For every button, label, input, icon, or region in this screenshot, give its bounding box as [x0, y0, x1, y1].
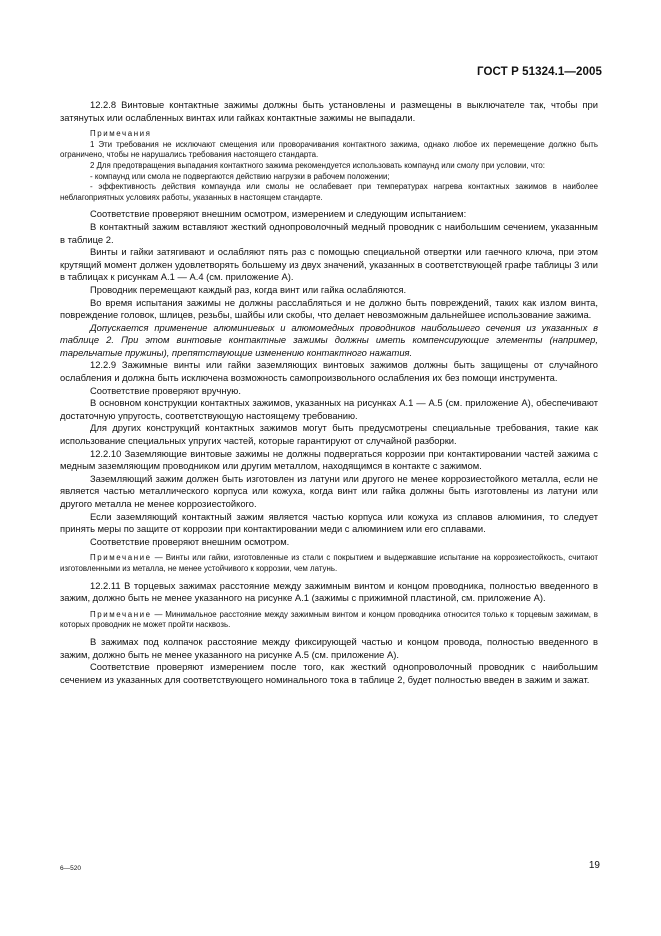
note-text: — Минимальное расстояние между зажимным винтом и концом проводника относится только к торцевым зажимам, в которых проводник не может пройти насквозь.	[60, 609, 598, 630]
clause-12-2-10: 12.2.10 Заземляющие винтовые зажимы не должны подвергаться коррозии при контактировании частей зажима с медным заземляющим проводником или другим металлом, находящимся в контакте с зажимом.	[60, 447, 598, 472]
clause-12-2-9: 12.2.9 Зажимные винты или гайки заземляющих винтовых зажимов должны быть защищены от случайного ослабления и должна быть исключена возможность самопроизвольного ослабления их без помощи инструмента.	[60, 359, 598, 384]
document-body	[60, 99, 598, 686]
note-distance	[60, 610, 598, 631]
note-1: 1 Эти требования не исключают смещения или проворачивания контактного зажима, однако любое их перемещение должно быть ограничено, чтобы не нарушались требования настоящего стандарта.	[60, 139, 598, 160]
paragraph: Проводник перемещают каждый раз, когда винт или гайка ослабляются.	[90, 283, 407, 295]
note-2: 2 Для предотвращения выпадания контактного зажима рекомендуется использовать компаунд или смолу при условии, что:	[90, 160, 545, 170]
note-2-item-1: - компаунд или смола не подвергаются действию нагрузки в рабочем положении;	[90, 171, 390, 181]
page-number: 19	[588, 860, 600, 871]
clause-12-2-8: 12.2.8 Винтовые контактные зажимы должны быть установлены и размещены в выключателе так, чтобы при затянутых или ослабленных винтах или гайках контактные зажимы не выпадали.	[60, 99, 598, 123]
note-2-item-2: - эффективность действия компаунда или смолы не ослабевает при температурах нагрева контактных зажимов в наиболее неблагоприятных условиях работы, указанных в настоящем стандарте.	[60, 182, 598, 202]
paragraph: Для других конструкций контактных зажимов могут быть предусмотрены специальные требования, такие как использование специальных упругих частей, которые гарантируют от случайной разборки.	[60, 422, 598, 447]
note-text: — Винты или гайки, изготовленные из стали с покрытием и выдержавшие испытание на коррозиестойкость, считают изготовленными из металла, не менее устойчивого к коррозии, чем латунь.	[60, 553, 598, 573]
note-label: Примечание	[90, 609, 152, 619]
print-mark: 6—520	[60, 865, 81, 872]
paragraph: Если заземляющий контактный зажим является частью корпуса или кожуха из сплавов алюминия, то следует принять меры по защите от коррозии при контактировании меди с алюминием или его сплавами.	[60, 510, 598, 535]
document-number: ГОСТ Р 51324.1—2005	[477, 66, 602, 78]
paragraph: Соответствие проверяют внешним осмотром.	[90, 535, 290, 547]
paragraph: В контактный зажим вставляют жесткий однопроволочный медный проводник с наибольшим сечением, указанным в таблице 2.	[60, 220, 598, 245]
paragraph: Соответствие проверяют внешним осмотром, измерением и следующим испытанием:	[90, 208, 467, 220]
note-label: Примечание	[90, 553, 152, 563]
paragraph: Соответствие проверяют измерением после того, как жесткий однопроволочный проводник с наибольшим сечением из указанных для соответствующего номинального тока в таблице 2, будет полностью введен в зажим и зажат.	[60, 661, 598, 685]
paragraph: Заземляющий зажим должен быть изготовлен из латуни или другого не менее коррозиестойкого металла, если не является частью металлического корпуса или кожуха, когда винт или гайка должны быть изготовлены из латуни или другого металла не менее коррозиестойкого.	[60, 472, 598, 509]
clause-12-2-11: 12.2.11 В торцевых зажимах расстояние между зажимным винтом и концом проводника, полностью введенного в зажим, должно быть не менее указанного на рисунке А.1 (зажимы с прижимной пластиной, см. приложение А).	[60, 579, 598, 604]
italic-paragraph: Допускается применение алюминиевых и алюмомедных проводников наибольшего сечения из указанных в таблице 2. При этом винтовые контактные зажимы должны иметь компенсирующие элементы (например, тарельчатые пружины), препятствующие изменению контактного нажатия.	[60, 321, 598, 358]
paragraph: В зажимах под колпачок расстояние между фиксирующей частью и концом провода, полностью введенного в зажим, должно быть не менее указанного на рисунке А.5 (см. приложение А).	[60, 635, 598, 660]
notes-heading: Примечания	[90, 129, 152, 139]
paragraph: Винты и гайки затягивают и ослабляют пять раз с помощью специальной отвертки или гаечного ключа, при этом крутящий момент должен удовлетворять большему из двух значений, указанных в соответствующей графе таблицы 3 или в таблицах к рисункам А.1 — А.4 (см. приложение А).	[60, 246, 598, 283]
paragraph: Во время испытания зажимы не должны расслабляться и не должно быть повреждений, таких как излом винта, повреждение головок, шлицев, резьбы, шайбы или скобы, что делает невозможным дальнейшее использование зажима.	[60, 296, 598, 321]
paragraph: В основном конструкции контактных зажимов, указанных на рисунках А.1 — А.5 (см. приложение А), обеспечивают достаточную упругость, соответствующую настоящему требованию.	[60, 397, 598, 421]
note-corrosion	[60, 553, 598, 574]
paragraph: Соответствие проверяют вручную.	[90, 384, 241, 396]
